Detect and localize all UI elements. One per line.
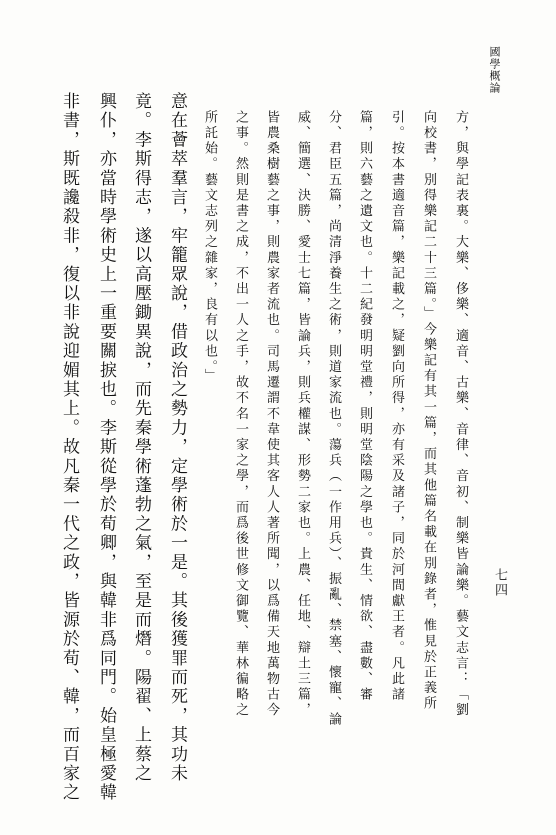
text-column-7: 皆農桑樹藝之事，則農家者流也。司馬遷謂不韋使其客人人著所聞，以爲備天地萬物古今 (264, 110, 279, 719)
text-column-6: 威、簡選、決勝、愛士七篇，皆論兵，則兵權謀、形勢二家也。上農、任地、辯土三篇， (295, 110, 310, 719)
text-column-2: 向校書，別得樂記二十三篇。」今樂記有其一篇，而其他篇名載在別錄者，惟見於正義所 (421, 110, 436, 712)
text-column-5: 分、君臣五篇，尚清淨養生之術，則道家流也。蕩兵（一作用兵）、振亂、禁塞、懷寵、論 (326, 110, 341, 728)
text-column-4: 篇，則六藝之遺文也。十二紀發明明堂禮，則明堂陰陽之學也。貴生、情欲、盡數、審 (357, 110, 372, 703)
text-column-8: 之事。然則是書之成，不出一人之手，故不名一家之學，而爲後世修文御覽、華林徧略之 (233, 110, 248, 719)
text-column-9: 所託始。藝文志列之雜家，良有以也。」 (202, 110, 217, 385)
text-column-12: 興仆，亦當時學術史上一重要關捩也。李斯從學於荀卿，與韓非爲同門。始皇極愛韓 (96, 92, 116, 803)
text-column-1: 方，與學記表裏。大樂、侈樂、適音、古樂、音律、音初、制樂皆論樂。藝文志言：「劉 (453, 110, 468, 719)
book-title: 國學概論 (488, 46, 501, 94)
text-column-13: 非書，斯既讒殺非，復以非說迎媚其上。故凡秦一代之政，皆源於荀、韓，而百家之 (59, 92, 79, 803)
text-column-11: 竟。李斯得志，遂以高壓鋤異說，而先秦學術蓬勃之氣，至是而熸。陽翟、上蔡之 (131, 92, 151, 784)
text-column-3: 引。按本書適音篇，樂記載之，疑劉向所得，亦有采及諸子，同於河間獻王者。凡此諸 (389, 110, 404, 703)
page-number: 七四 (492, 568, 507, 598)
text-column-10: 意在薈萃羣言，牢籠眾說，借政治之勢力，定學術於一是。其後獲罪而死，其功未 (167, 92, 187, 784)
